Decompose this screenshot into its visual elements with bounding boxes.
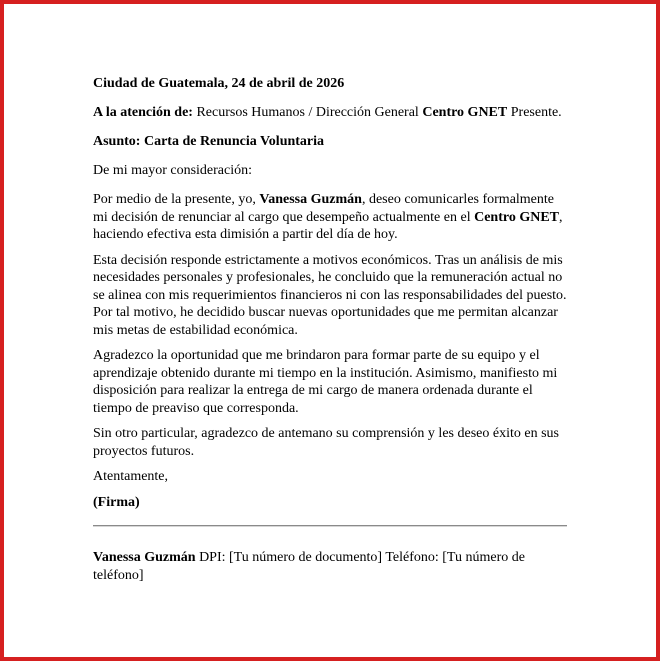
resignation-letter-document [4, 4, 656, 584]
p1-text-1: Por medio de la presente, yo, [93, 192, 260, 207]
footer-contact-line [93, 549, 567, 584]
footer-contact-details: DPI: [Tu número de documento] Teléfono: [Tu número de teléfono] [93, 550, 525, 583]
attention-end: Presente. [507, 105, 562, 120]
paragraph-reasons: Esta decisión responde estrictamente a motivos económicos. Tras un análisis de mis necesidades personales y profesionales, he concluido que la remuneración actual no se alinea con mis requerimientos financieros ni con las responsabilidades del puesto. Por tal motivo, he decidido buscar nuevas oportunidades que me permitan alcanzar mis metas de estabilidad económica. [93, 252, 567, 338]
p1-text-3: , haciendo efectiva esta dimisión a partir del día de hoy. [93, 209, 563, 242]
p1-sender-name: Vanessa Guzmán [259, 192, 362, 207]
attention-middle: Recursos Humanos / Dirección General [192, 105, 423, 120]
closing-line: Atentamente, [93, 469, 169, 484]
paragraph-intro [93, 191, 567, 244]
date-line: Ciudad de Guatemala, 24 de abril de 2026 [93, 76, 345, 91]
attention-line [93, 104, 567, 122]
salutation-line: De mi mayor consideración: [93, 163, 253, 178]
footer-sender-name: Vanessa Guzmán [93, 550, 196, 565]
subject-line: Asunto: Carta de Renuncia Voluntaria [93, 134, 325, 149]
footer-divider [93, 525, 567, 527]
signature-placeholder: (Firma) [93, 494, 140, 510]
paragraph-gratitude: Agradezco la oportunidad que me brindaron para formar parte de su equipo y el aprendizaje obtenido durante mi tiempo en la institución. Asimismo, manifiesto mi disposición para realizar la entrega de mi cargo de manera ordenada durante el tiempo de preaviso que corresponda. [93, 348, 558, 416]
attention-org-name: Centro GNET [422, 105, 508, 120]
p1-text-2: , deseo comunicarles formalmente mi decisión de renunciar al cargo que desempeño actualmente en el [93, 192, 555, 225]
p1-org-name: Centro GNET [474, 209, 560, 225]
paragraph-farewell: Sin otro particular, agradezco de antemano su comprensión y les deseo éxito en sus proyectos futuros. [93, 426, 559, 459]
attention-label: A la atención de: [93, 105, 193, 120]
